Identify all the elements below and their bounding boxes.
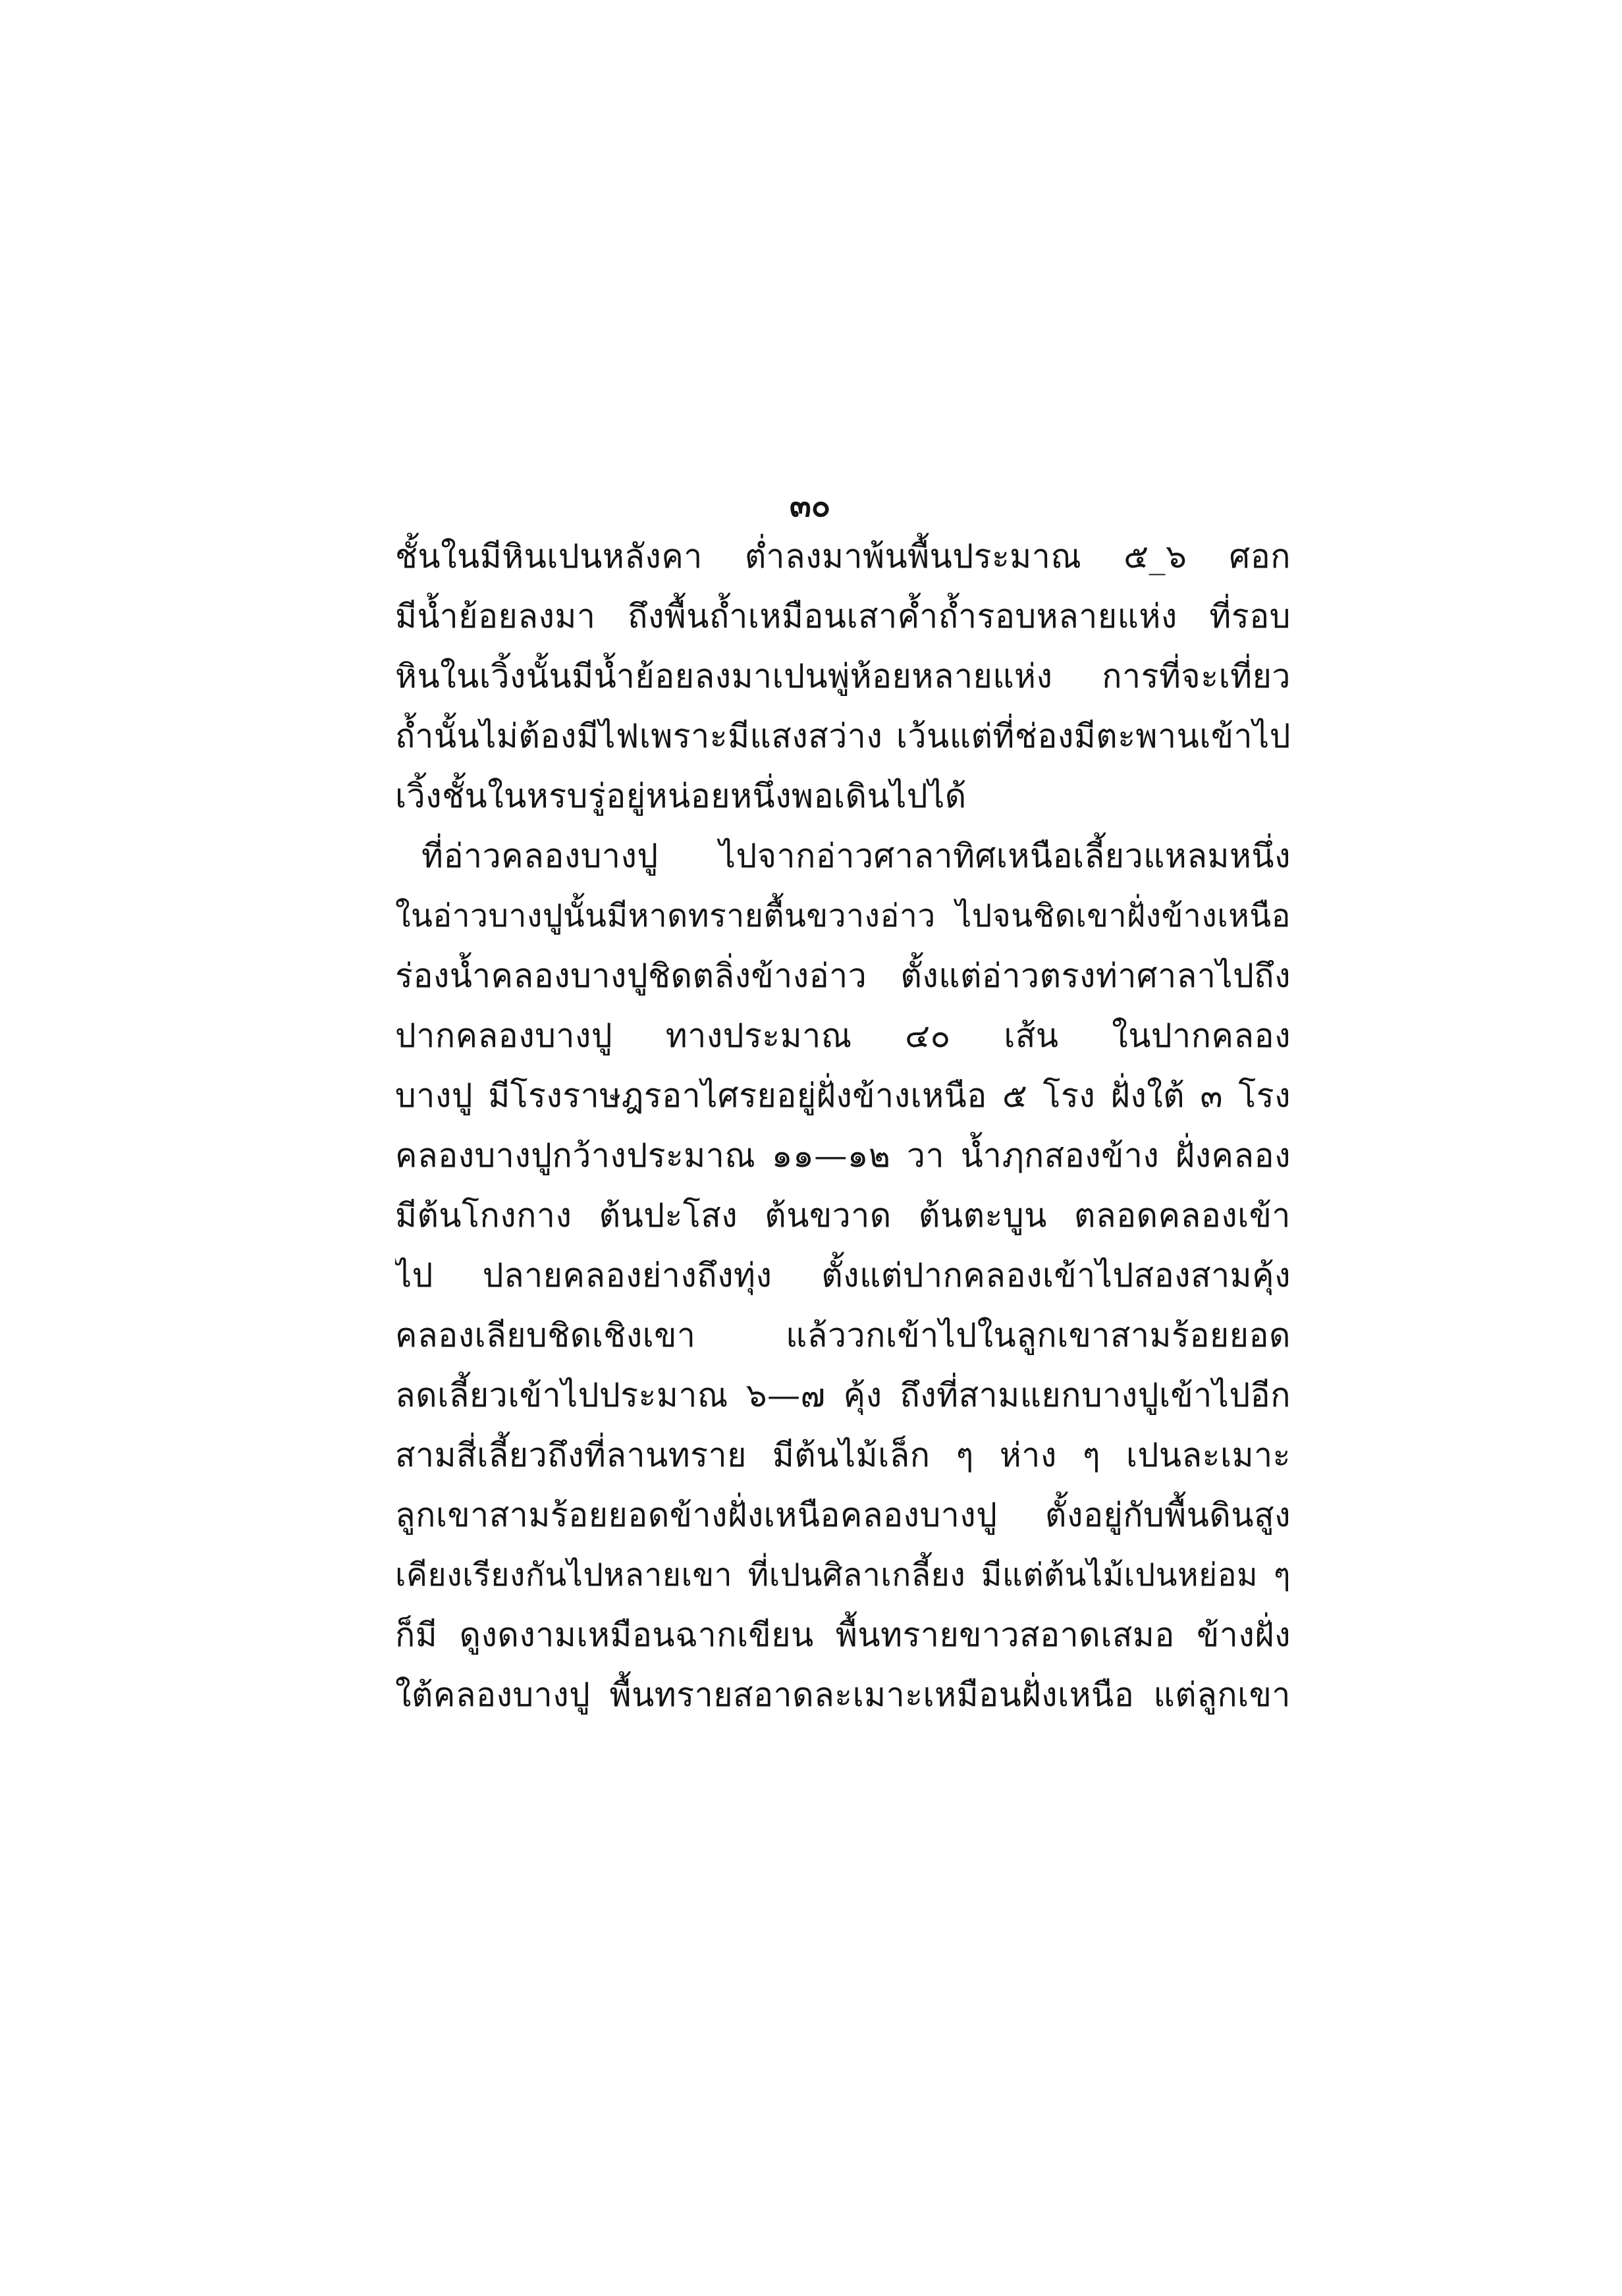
- text-line: คลองเลียบชิดเชิงเขา แล้ววกเข้าไปในลูกเขาสามร้อยยอด: [395, 1316, 1291, 1354]
- text-line: คลองบางปูกว้างประมาณ ๑๑—๑๒ วา น้ำฦกสองข้าง ฝั่งคลอง: [395, 1136, 1291, 1175]
- text-line: ก็มี ดูงดงามเหมือนฉากเขียน พื้นทรายขาวสอาดเสมอ ข้างฝั่ง: [395, 1616, 1291, 1654]
- body-text: [395, 527, 1291, 1725]
- text-line: หินในเวิ้งนั้นมีน้ำย้อยลงมาเปนพู่ห้อยหลายแห่ง การที่จะเที่ยว: [395, 657, 1291, 695]
- paragraph-first-line: ที่อ่าวคลองบางปู ไปจากอ่าวศาลาทิศเหนือเลี้ยวแหลมหนึ่ง: [421, 837, 1291, 875]
- text-line: ร่องน้ำคลองบางปูชิดตลิ่งข้างอ่าว ตั้งแต่อ่าวตรงท่าศาลาไปถึง: [395, 957, 1291, 995]
- page-number: ๓๐: [789, 487, 831, 524]
- text-line: ถ้ำนั้นไม่ต้องมีไฟเพราะมีแสงสว่าง เว้นแต่ที่ช่องมีตะพานเข้าไป: [395, 717, 1291, 755]
- text-line: สามสี่เลี้ยวถึงที่ลานทราย มีต้นไม้เล็ก ๆ ห่าง ๆ เปนละเมาะ: [395, 1436, 1291, 1474]
- text-line: ลดเลี้ยวเข้าไปประมาณ ๖—๗ คุ้ง ถึงที่สามแยกบางปูเข้าไปอีก: [395, 1376, 1291, 1414]
- text-line: มีน้ำย้อยลงมา ถึงพื้นถ้ำเหมือนเสาค้ำถ้ำรอบหลายแห่ง ที่รอบ: [395, 597, 1291, 635]
- text-line: บางปู มีโรงราษฎรอาไศรยอยู่ฝั่งข้างเหนือ ๕ โรง ฝั่งใต้ ๓ โรง: [395, 1077, 1291, 1115]
- text-line: เคียงเรียงกันไปหลายเขา ที่เปนศิลาเกลี้ยง มีแต่ต้นไม้เปนหย่อม ๆ: [395, 1557, 1291, 1593]
- text-line: ในอ่าวบางปูนั้นมีหาดทรายตื้นขวางอ่าว ไปจนชิดเขาฝั่งข้างเหนือ: [395, 897, 1291, 934]
- text-line: ไป ปลายคลองย่างถึงทุ่ง ตั้งแต่ปากคลองเข้าไปสองสามคุ้ง: [395, 1256, 1291, 1295]
- text-line: ใต้คลองบางปู พื้นทรายสอาดละเมาะเหมือนฝั่งเหนือ แต่ลูกเขา: [395, 1676, 1291, 1714]
- text-line: มีต้นโกงกาง ต้นปะโสง ต้นขวาด ต้นตะบูน ตลอดคลองเข้า: [395, 1196, 1291, 1235]
- text-line: ชั้นในมีหินเปนหลังคา ต่ำลงมาพ้นพื้นประมาณ ๕_๖ ศอก: [395, 537, 1291, 575]
- text-line: ลูกเขาสามร้อยยอดข้างฝั่งเหนือคลองบางปู ตั้งอยู่กับพื้นดินสูง: [395, 1496, 1291, 1534]
- text-line: เวิ้งชั้นในหรบรู่อยู่หน่อยหนึ่งพอเดินไปได้: [395, 777, 967, 815]
- text-line: ปากคลองบางปู ทางประมาณ ๔๐ เส้น ในปากคลอง: [395, 1017, 1291, 1055]
